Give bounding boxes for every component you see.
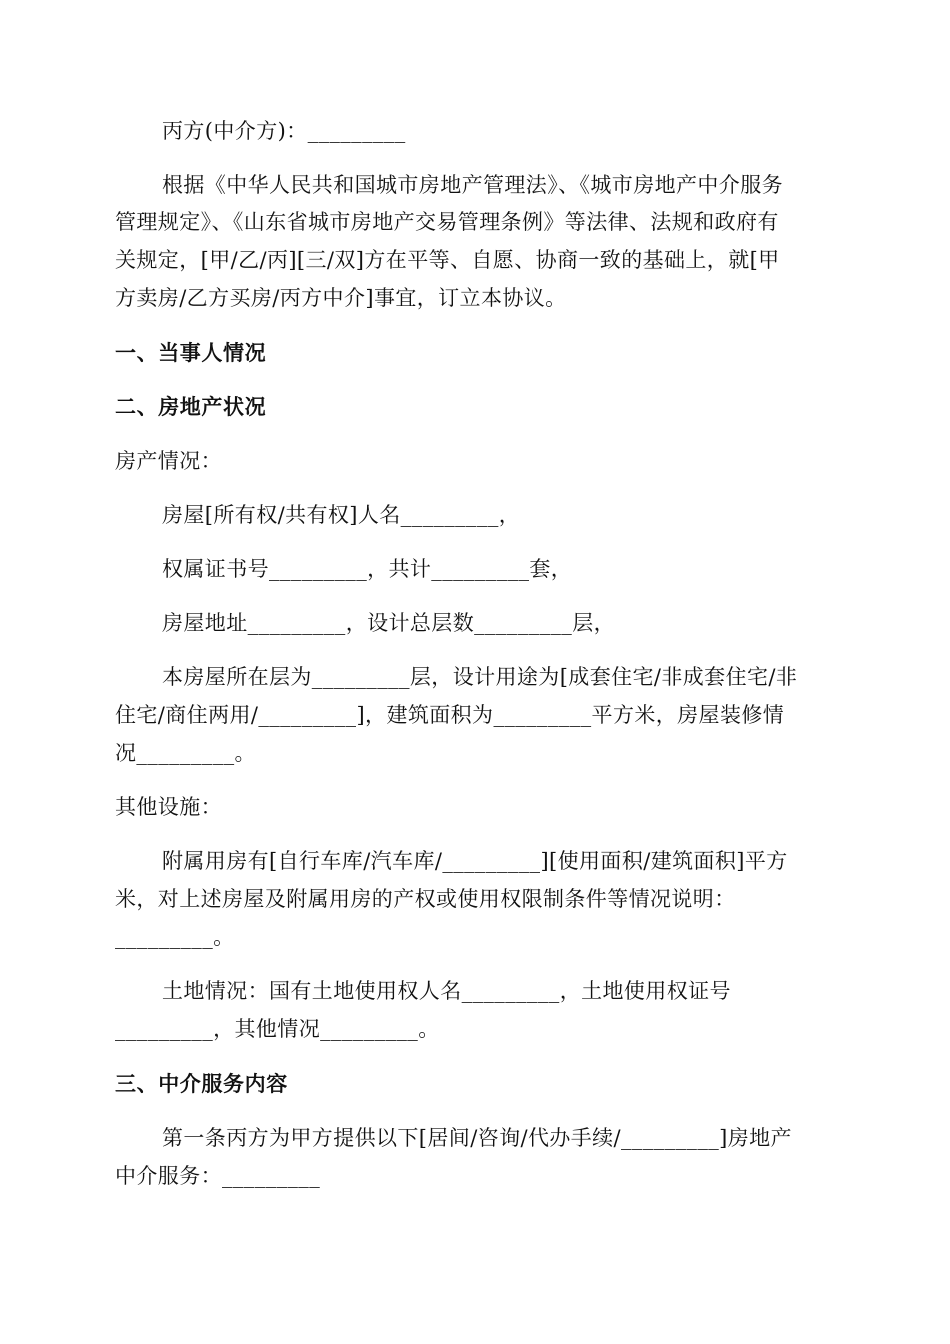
intro-line-3: 关规定，[甲/乙/丙][三/双]方在平等、自愿、协商一致的基础上，就[甲	[115, 248, 780, 272]
section-title-1: 一、当事人情况	[115, 341, 267, 365]
land-line-2: _________，其他情况_________。	[115, 1017, 440, 1041]
section-title-3: 三、中介服务内容	[115, 1072, 288, 1096]
floor-usage-line-3: 况_________。	[115, 741, 256, 765]
land-line-1: 土地情况：国有土地使用权人名_________，土地使用权证号	[162, 979, 731, 1003]
intro-line-4: 方卖房/乙方买房/丙方中介]事宜，订立本协议。	[115, 286, 567, 310]
owner-line: 房屋[所有权/共有权]人名_________，	[162, 503, 521, 527]
address-line: 房屋地址_________，设计总层数_________层，	[162, 611, 615, 635]
facilities-line-1: 附属用房有[自行车库/汽车库/_________][使用面积/建筑面积]平方	[162, 849, 788, 873]
floor-usage-line-2: 住宅/商住两用/_________]，建筑面积为_________平方米，房屋装修情	[115, 703, 785, 727]
facilities-line-3: _________。	[115, 925, 235, 949]
intro-line-1: 根据《中华人民共和国城市房地产管理法》、《城市房地产中介服务	[162, 173, 783, 197]
certificate-line: 权属证书号_________，共计_________套，	[162, 557, 573, 581]
party-c-line: 丙方(中介方)：_________	[162, 119, 406, 143]
floor-usage-line-1: 本房屋所在层为_________层，设计用途为[成套住宅/非成套住宅/非	[162, 665, 798, 689]
article-1-line-2: 中介服务：_________	[115, 1164, 321, 1188]
section-title-2: 二、房地产状况	[115, 395, 267, 419]
facilities-line-2: 米，对上述房屋及附属用房的产权或使用权限制条件等情况说明：	[115, 887, 736, 911]
property-label: 房产情况：	[115, 449, 222, 473]
intro-line-2: 管理规定》、《山东省城市房地产交易管理条例》等法律、法规和政府有	[115, 210, 779, 234]
article-1-line-1: 第一条丙方为甲方提供以下[居间/咨询/代办手续/_________]房地产	[162, 1126, 792, 1150]
facilities-label: 其他设施：	[115, 795, 222, 819]
